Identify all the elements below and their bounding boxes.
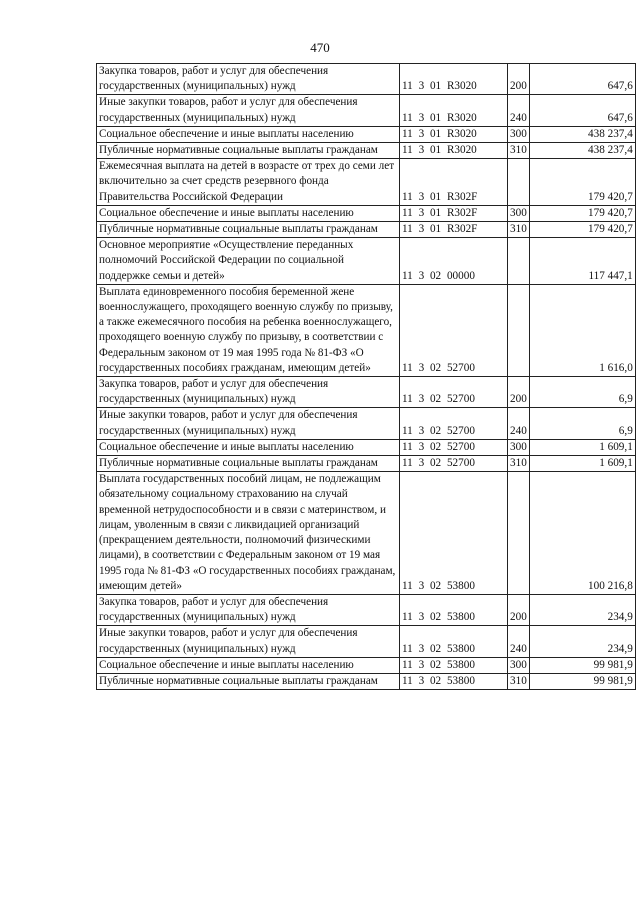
amount-text: 647,6 bbox=[607, 111, 633, 124]
code-text: 11 3 02 52700 bbox=[402, 424, 475, 437]
amount-text: 438 237,4 bbox=[588, 127, 633, 140]
name-cell bbox=[97, 238, 400, 285]
code-cell bbox=[400, 64, 508, 95]
table-row bbox=[97, 284, 636, 376]
expense-type-text: 310 bbox=[510, 223, 527, 236]
expense-type-text: 300 bbox=[510, 658, 527, 671]
code-text: 11 3 01 R3020 bbox=[402, 127, 477, 140]
amount-text: 234,9 bbox=[607, 642, 633, 655]
code-text: 11 3 02 53800 bbox=[402, 579, 475, 592]
table-row bbox=[97, 626, 636, 657]
name-cell bbox=[97, 126, 400, 142]
name-cell bbox=[97, 594, 400, 625]
amount-cell bbox=[529, 205, 635, 221]
expense-type-text: 240 bbox=[510, 642, 527, 655]
amount-text: 99 981,9 bbox=[593, 658, 633, 671]
code-text: 11 3 02 52700 bbox=[402, 457, 475, 470]
code-text: 11 3 02 53800 bbox=[402, 658, 475, 671]
code-cell bbox=[400, 657, 508, 673]
code-text: 11 3 01 R302F bbox=[402, 190, 478, 203]
amount-cell bbox=[529, 222, 635, 238]
table-row bbox=[97, 126, 636, 142]
code-cell bbox=[400, 205, 508, 221]
name-text: Публичные нормативные социальные выплаты гражданам bbox=[99, 674, 378, 687]
expense-type-cell bbox=[508, 143, 530, 159]
expense-type-text: 200 bbox=[510, 393, 527, 406]
table-row bbox=[97, 594, 636, 625]
amount-text: 6,9 bbox=[618, 393, 633, 406]
amount-cell bbox=[529, 377, 635, 408]
amount-cell bbox=[529, 143, 635, 159]
code-cell bbox=[400, 673, 508, 689]
code-cell bbox=[400, 456, 508, 472]
code-text: 11 3 01 R302F bbox=[402, 206, 478, 219]
amount-cell bbox=[529, 126, 635, 142]
amount-cell bbox=[529, 64, 635, 95]
expense-type-cell bbox=[508, 657, 530, 673]
amount-cell bbox=[529, 284, 635, 376]
code-cell bbox=[400, 143, 508, 159]
expense-type-cell bbox=[508, 284, 530, 376]
page-number: 470 bbox=[310, 40, 330, 55]
name-cell bbox=[97, 143, 400, 159]
expense-type-cell bbox=[508, 456, 530, 472]
table-row bbox=[97, 657, 636, 673]
amount-cell bbox=[529, 472, 635, 595]
code-text: 11 3 01 R3020 bbox=[402, 144, 477, 157]
name-cell bbox=[97, 657, 400, 673]
name-text: Социальное обеспечение и иные выплаты населению bbox=[99, 658, 354, 671]
name-text: Иные закупки товаров, работ и услуг для обеспечения государственных (муниципальных) нужд bbox=[99, 409, 358, 437]
amount-cell bbox=[529, 594, 635, 625]
name-cell bbox=[97, 222, 400, 238]
code-cell bbox=[400, 472, 508, 595]
code-text: 11 3 02 52700 bbox=[402, 393, 475, 406]
amount-text: 234,9 bbox=[607, 611, 633, 624]
amount-cell bbox=[529, 673, 635, 689]
name-cell bbox=[97, 472, 400, 595]
amount-cell bbox=[529, 626, 635, 657]
amount-cell bbox=[529, 439, 635, 455]
table-row bbox=[97, 472, 636, 595]
expense-type-cell bbox=[508, 238, 530, 285]
expense-type-text: 200 bbox=[510, 80, 527, 93]
name-cell bbox=[97, 159, 400, 206]
code-text: 11 3 01 R302F bbox=[402, 223, 478, 236]
expense-type-cell bbox=[508, 472, 530, 595]
name-text: Закупка товаров, работ и услуг для обеспечения государственных (муниципальных) нужд bbox=[99, 378, 329, 406]
expense-type-text: 240 bbox=[510, 111, 527, 124]
name-text: Иные закупки товаров, работ и услуг для обеспечения государственных (муниципальных) нужд bbox=[99, 627, 358, 655]
expense-type-text: 300 bbox=[510, 127, 527, 140]
amount-cell bbox=[529, 95, 635, 126]
expense-type-text: 310 bbox=[510, 144, 527, 157]
name-cell bbox=[97, 673, 400, 689]
code-text: 11 3 02 00000 bbox=[402, 269, 475, 282]
table-row bbox=[97, 205, 636, 221]
name-text: Публичные нормативные социальные выплаты гражданам bbox=[99, 457, 378, 470]
expense-type-cell bbox=[508, 408, 530, 439]
code-cell bbox=[400, 159, 508, 206]
name-cell bbox=[97, 456, 400, 472]
name-text: Публичные нормативные социальные выплаты гражданам bbox=[99, 144, 378, 157]
code-text: 11 3 02 53800 bbox=[402, 642, 475, 655]
code-text: 11 3 02 53800 bbox=[402, 611, 475, 624]
expense-type-cell bbox=[508, 626, 530, 657]
name-text: Выплата государственных пособий лицам, не подлежащим обязательному социальному страхованию на случай временной нетрудоспособности и в связи с материнством, и лицам, уволенным в связи с ликвидацией организаций (прекращением деятельности, полномочий физическими лицами), в соответствии с Федеральным законом от 19 мая 1995 года № 81-ФЗ «О государственных пособиях гражданам, имеющим детей» bbox=[99, 473, 396, 592]
budget-table bbox=[96, 63, 636, 690]
table-row bbox=[97, 408, 636, 439]
name-cell bbox=[97, 377, 400, 408]
code-cell bbox=[400, 408, 508, 439]
amount-text: 99 981,9 bbox=[593, 674, 633, 687]
expense-type-cell bbox=[508, 673, 530, 689]
amount-text: 1 609,1 bbox=[599, 457, 633, 470]
table-row bbox=[97, 64, 636, 95]
amount-text: 647,6 bbox=[607, 80, 633, 93]
code-text: 11 3 02 52700 bbox=[402, 440, 475, 453]
expense-type-cell bbox=[508, 439, 530, 455]
expense-type-text: 240 bbox=[510, 424, 527, 437]
expense-type-cell bbox=[508, 95, 530, 126]
expense-type-cell bbox=[508, 64, 530, 95]
expense-type-cell bbox=[508, 594, 530, 625]
code-cell bbox=[400, 126, 508, 142]
amount-text: 179 420,7 bbox=[588, 206, 633, 219]
amount-text: 6,9 bbox=[618, 424, 633, 437]
expense-type-text: 300 bbox=[510, 440, 527, 453]
table-row bbox=[97, 222, 636, 238]
table-row bbox=[97, 439, 636, 455]
expense-type-cell bbox=[508, 377, 530, 408]
name-cell bbox=[97, 95, 400, 126]
amount-cell bbox=[529, 238, 635, 285]
code-cell bbox=[400, 95, 508, 126]
expense-type-cell bbox=[508, 222, 530, 238]
code-text: 11 3 02 52700 bbox=[402, 361, 475, 374]
expense-type-text: 310 bbox=[510, 674, 527, 687]
name-cell bbox=[97, 439, 400, 455]
amount-text: 1 609,1 bbox=[599, 440, 633, 453]
name-cell bbox=[97, 64, 400, 95]
expense-type-text: 310 bbox=[510, 457, 527, 470]
name-text: Социальное обеспечение и иные выплаты населению bbox=[99, 127, 354, 140]
amount-cell bbox=[529, 657, 635, 673]
amount-text: 100 216,8 bbox=[588, 579, 633, 592]
code-cell bbox=[400, 377, 508, 408]
code-cell bbox=[400, 626, 508, 657]
budget-table-body bbox=[97, 64, 636, 690]
amount-text: 117 447,1 bbox=[588, 269, 633, 282]
code-text: 11 3 02 53800 bbox=[402, 674, 475, 687]
amount-text: 179 420,7 bbox=[588, 223, 633, 236]
name-text: Социальное обеспечение и иные выплаты населению bbox=[99, 206, 354, 219]
amount-cell bbox=[529, 159, 635, 206]
table-row bbox=[97, 95, 636, 126]
code-cell bbox=[400, 284, 508, 376]
name-text: Основное мероприятие «Осуществление переданных полномочий Российской Федерации по социальной поддержке семьи и детей» bbox=[99, 239, 354, 282]
name-text: Социальное обеспечение и иные выплаты населению bbox=[99, 440, 354, 453]
code-text: 11 3 01 R3020 bbox=[402, 111, 477, 124]
expense-type-cell bbox=[508, 205, 530, 221]
amount-cell bbox=[529, 456, 635, 472]
amount-cell bbox=[529, 408, 635, 439]
expense-type-cell bbox=[508, 159, 530, 206]
name-text: Публичные нормативные социальные выплаты гражданам bbox=[99, 223, 378, 236]
code-cell bbox=[400, 238, 508, 285]
name-cell bbox=[97, 626, 400, 657]
amount-text: 438 237,4 bbox=[588, 144, 633, 157]
amount-text: 1 616,0 bbox=[599, 361, 633, 374]
expense-type-cell bbox=[508, 126, 530, 142]
table-row bbox=[97, 143, 636, 159]
amount-text: 179 420,7 bbox=[588, 190, 633, 203]
name-cell bbox=[97, 408, 400, 439]
code-cell bbox=[400, 439, 508, 455]
name-text: Иные закупки товаров, работ и услуг для обеспечения государственных (муниципальных) нужд bbox=[99, 96, 358, 124]
code-cell bbox=[400, 594, 508, 625]
name-text: Ежемесячная выплата на детей в возрасте от трех до семи лет включительно за счет средств резервного фонда Правительства Российской Федерации bbox=[99, 160, 395, 203]
table-row bbox=[97, 377, 636, 408]
expense-type-text: 200 bbox=[510, 611, 527, 624]
name-cell bbox=[97, 205, 400, 221]
table-row bbox=[97, 673, 636, 689]
name-text: Выплата единовременного пособия беременной жене военнослужащего, проходящего военную службу по призыву, а также ежемесячного пособия на ребенка военнослужащего, проходящего военную службу по призыву, в соответствии с Федеральным законом от 19 мая 1995 года № 81-ФЗ «О государственных пособиях гражданам, имеющим детей» bbox=[99, 285, 393, 374]
expense-type-text: 300 bbox=[510, 206, 527, 219]
table-row bbox=[97, 159, 636, 206]
name-text: Закупка товаров, работ и услуг для обеспечения государственных (муниципальных) нужд bbox=[99, 65, 329, 93]
name-text: Закупка товаров, работ и услуг для обеспечения государственных (муниципальных) нужд bbox=[99, 595, 329, 624]
table-row bbox=[97, 456, 636, 472]
code-text: 11 3 01 R3020 bbox=[402, 80, 477, 93]
table-row bbox=[97, 238, 636, 285]
name-cell bbox=[97, 284, 400, 376]
code-cell bbox=[400, 222, 508, 238]
